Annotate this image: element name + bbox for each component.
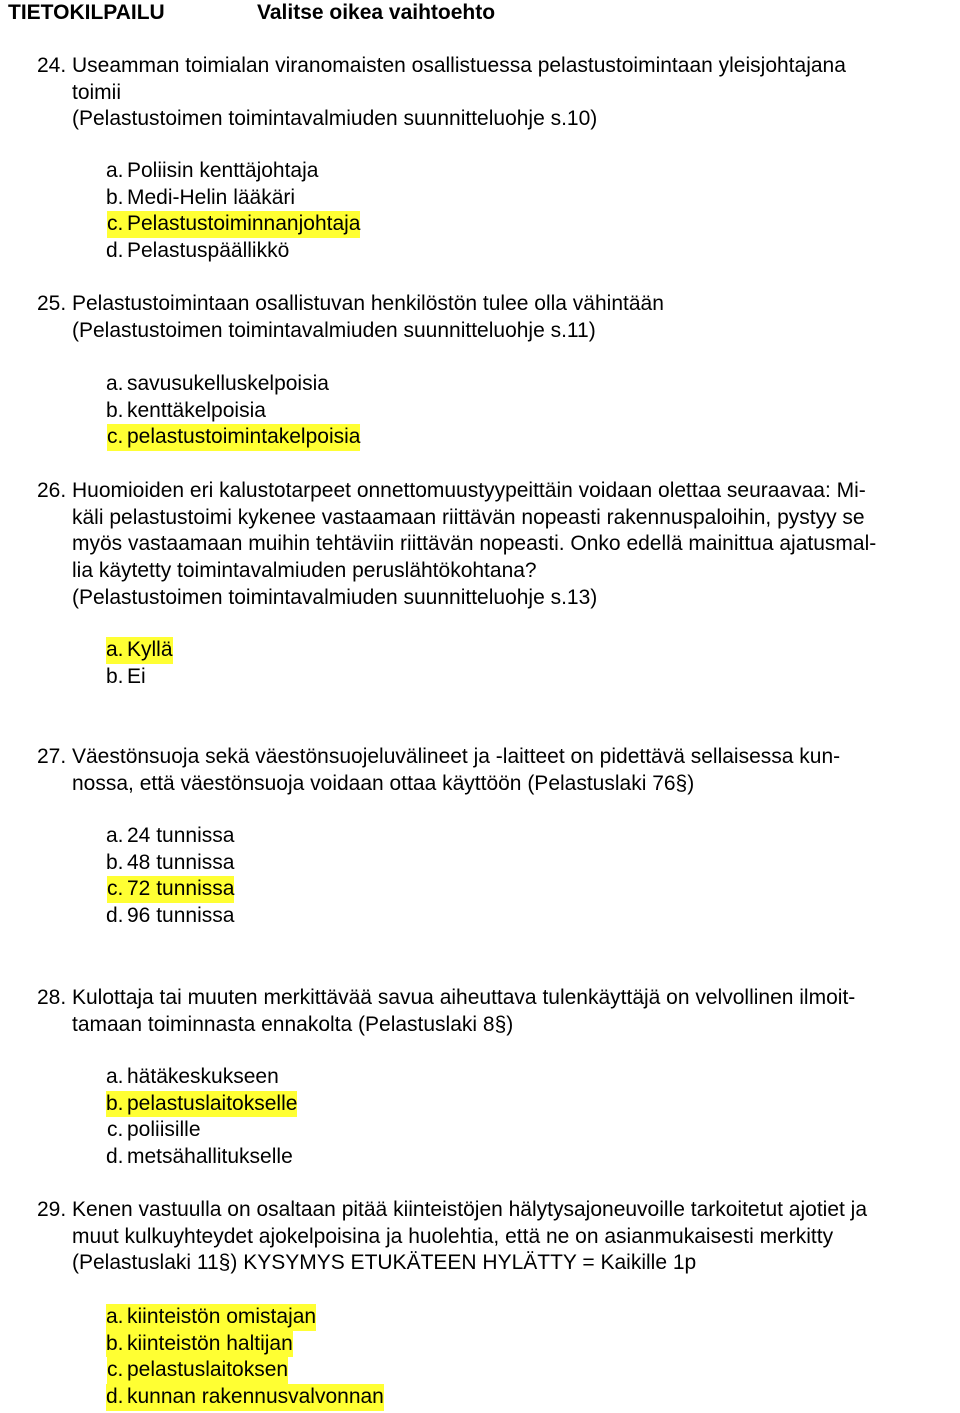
question-text-line: myös vastaamaan muihin tehtäviin riittävän nopeasti. Onko edellä mainittua ajatusmal- (72, 532, 877, 556)
answer-option (0, 158, 960, 185)
option-letter: a. (106, 159, 124, 182)
answer-option (0, 1384, 960, 1411)
option-letter: c. (107, 424, 129, 451)
answer-option (0, 903, 960, 930)
option-letter: c. (107, 876, 129, 903)
question-text-line: lia käytetty toimintavalmiuden peruslähtökohtana? (72, 559, 537, 583)
question-text (72, 291, 952, 344)
question-text-line: (Pelastuslaki 11§) KYSYMYS ETUKÄTEEN HYLÄTTY = Kaikille 1p (72, 1251, 697, 1275)
question-text (72, 744, 952, 797)
option-letter: d. (106, 1145, 124, 1169)
answer-option (0, 664, 960, 691)
option-letter: c. (107, 1118, 124, 1142)
answer-option (0, 211, 960, 238)
option-text: pelastuslaitoksen (127, 1357, 288, 1384)
answer-options (0, 823, 960, 930)
question-text-line: toimii (72, 80, 122, 104)
page-header (0, 0, 960, 27)
question-text-line: Kulottaja tai muuten merkittävää savua aiheuttava tulenkäyttäjä on velvollinen ilmoit- (72, 986, 856, 1009)
option-text: pelastuslaitokselle (127, 1091, 297, 1118)
question-number: 29. (37, 1198, 67, 1221)
answer-options (0, 1064, 960, 1171)
header-instruction: Valitse oikea vaihtoehto (257, 1, 496, 24)
answer-option (0, 637, 960, 664)
option-letter: b. (106, 398, 124, 422)
answer-option (0, 1331, 960, 1358)
option-text: savusukelluskelpoisia (127, 372, 329, 395)
answer-options (0, 158, 960, 265)
question-text-line: Pelastustoimintaan osallistuvan henkilöstön tulee olla vähintään (72, 292, 664, 315)
question-text-line: nossa, että väestönsuoja voidaan ottaa käyttöön (Pelastuslaki 76§) (72, 771, 695, 795)
question-text (72, 1197, 952, 1277)
answer-option (0, 1064, 960, 1091)
option-text: Pelastuspäällikkö (127, 239, 290, 263)
option-text: poliisille (127, 1118, 201, 1142)
option-letter: a. (106, 1065, 124, 1088)
question-text-line: (Pelastustoimen toimintavalmiuden suunnitteluohje s.11) (72, 318, 596, 342)
option-text: Pelastustoiminnanjohtaja (127, 211, 360, 238)
answer-options (0, 637, 960, 690)
answer-option (0, 238, 960, 265)
question-number: 27. (37, 745, 67, 768)
option-letter: b. (106, 1091, 130, 1118)
answer-option (0, 850, 960, 877)
option-text: 24 tunnissa (127, 824, 235, 847)
option-text: pelastustoimintakelpoisia (127, 424, 360, 451)
header-title: TIETOKILPAILU (8, 1, 165, 24)
answer-option (0, 371, 960, 398)
question-text-line: Väestönsuoja sekä väestönsuojeluvälineet ja -laitteet on pidettävä sellaisessa kun- (72, 745, 841, 768)
question-text-line: (Pelastustoimen toimintavalmiuden suunnitteluohje s.13) (72, 585, 598, 609)
option-letter: d. (106, 904, 124, 928)
question-number: 25. (37, 292, 67, 315)
answer-option (0, 1117, 960, 1144)
question-text (72, 53, 952, 133)
question-number: 24. (37, 54, 67, 77)
option-text: metsähallitukselle (127, 1145, 293, 1169)
option-letter: a. (106, 372, 124, 395)
answer-options (0, 1304, 960, 1411)
option-letter: a. (106, 824, 124, 847)
question-text (72, 478, 952, 612)
option-text: kenttäkelpoisia (127, 398, 266, 422)
question-text-line: tamaan toiminnasta ennakolta (Pelastuslaki 8§) (72, 1012, 514, 1036)
answer-options (0, 371, 960, 451)
question-text-line: (Pelastustoimen toimintavalmiuden suunnitteluohje s.10) (72, 107, 598, 131)
answer-option (0, 398, 960, 425)
option-text: Ei (127, 664, 146, 688)
option-letter: b. (106, 850, 124, 874)
option-text: 72 tunnissa (127, 876, 234, 903)
question-text-line: käli pelastustoimi kykenee vastaamaan riittävän nopeasti rakennuspaloihin, pystyy se (72, 505, 865, 529)
answer-option (0, 424, 960, 451)
question-text-line: Huomioiden eri kalustotarpeet onnettomuustyypeittäin voidaan olettaa seuraavaa: Mi- (72, 479, 866, 502)
answer-option (0, 1091, 960, 1118)
option-text: kiinteistön omistajan (127, 1304, 316, 1331)
option-text: 48 tunnissa (127, 850, 235, 874)
option-letter: a. (106, 637, 130, 664)
answer-option (0, 1304, 960, 1331)
answer-option (0, 185, 960, 212)
option-letter: d. (106, 1384, 130, 1411)
option-text: Kyllä (127, 637, 173, 664)
option-text: kunnan rakennusvalvonnan (127, 1384, 384, 1411)
option-text: 96 tunnissa (127, 904, 235, 928)
question-number: 26. (37, 479, 67, 502)
question-text-line: Useamman toimialan viranomaisten osallistuessa pelastustoimintaan yleisjohtajana (72, 54, 846, 77)
option-letter: b. (106, 1331, 130, 1358)
option-text: hätäkeskukseen (127, 1065, 279, 1088)
answer-option (0, 823, 960, 850)
answer-option (0, 1144, 960, 1171)
option-text: kiinteistön haltijan (127, 1331, 293, 1358)
option-text: Medi-Helin lääkäri (127, 185, 296, 209)
question-text-line: muut kulkuyhteydet ajokelpoisina ja huolehtia, että ne on asianmukaisesti merkitty (72, 1224, 834, 1248)
question-number: 28. (37, 986, 67, 1009)
answer-option (0, 1357, 960, 1384)
option-letter: a. (106, 1304, 130, 1331)
option-letter: b. (106, 185, 124, 209)
answer-option (0, 876, 960, 903)
question-text (72, 985, 952, 1038)
option-text: Poliisin kenttäjohtaja (127, 159, 319, 182)
option-letter: d. (106, 239, 124, 263)
option-letter: c. (107, 1357, 129, 1384)
option-letter: c. (107, 211, 129, 238)
question-text-line: Kenen vastuulla on osaltaan pitää kiinteistöjen hälytysajoneuvoille tarkoitetut ajotiet ja (72, 1198, 868, 1221)
option-letter: b. (106, 664, 124, 688)
